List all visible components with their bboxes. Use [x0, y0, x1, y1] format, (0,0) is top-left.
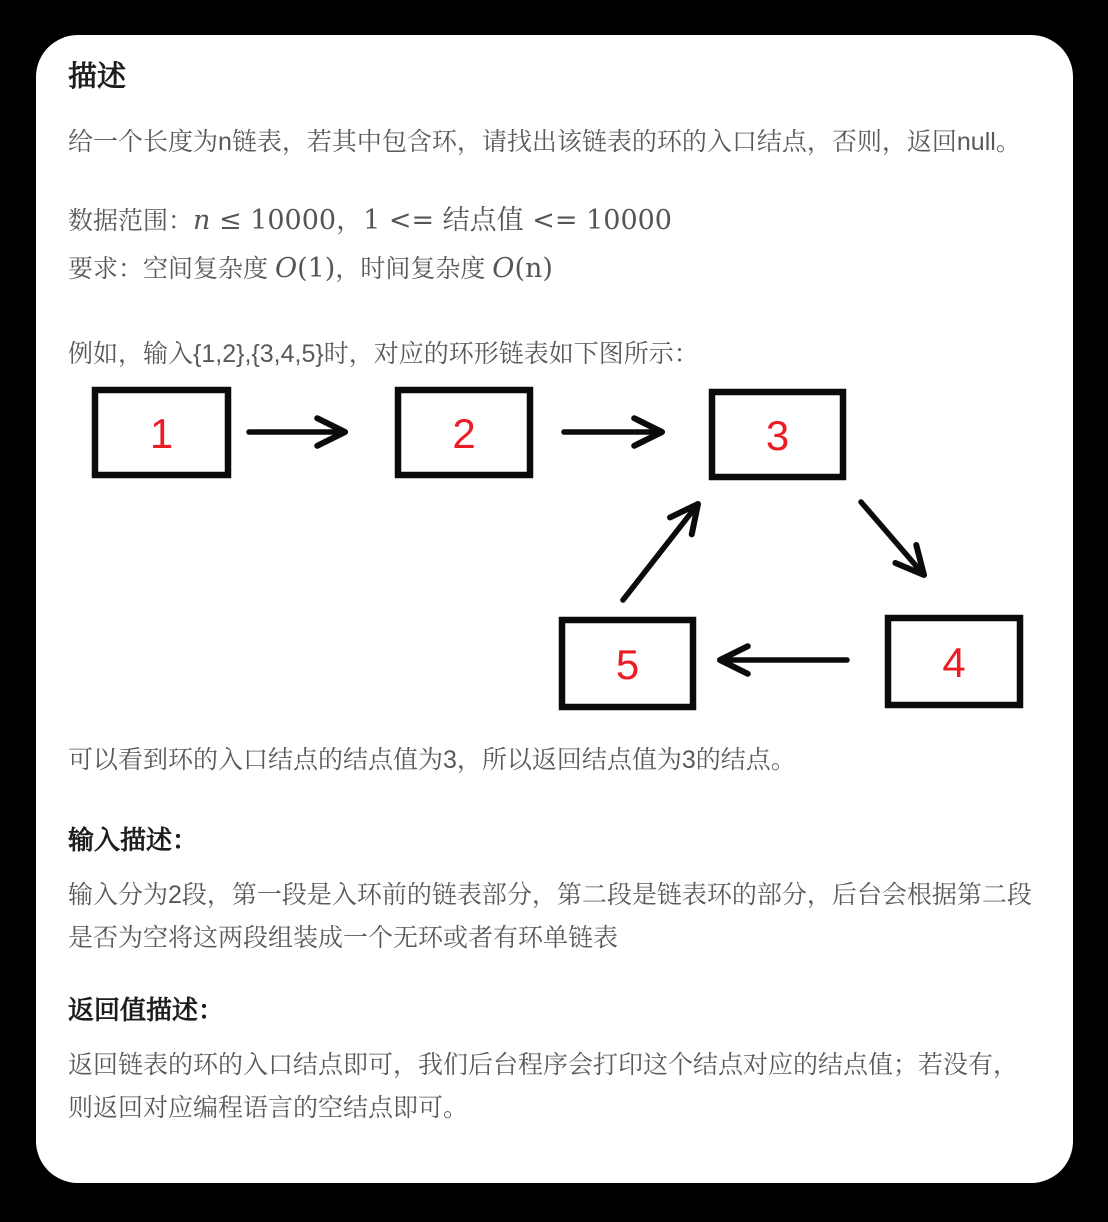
data-range-math: ≤ 10000，1 <= 结点值 <= 10000	[210, 205, 672, 236]
math-big-o-space: O	[274, 253, 298, 284]
node-value: 5	[615, 641, 640, 688]
edge-4-to-5	[720, 646, 847, 674]
conclusion-line: 可以看到环的入口结点的结点值为3，所以返回结点值为3的结点。	[68, 746, 796, 774]
section-title: 描述	[68, 61, 127, 93]
node-value: 3	[765, 412, 790, 459]
arrow-shaft-icon	[861, 502, 924, 575]
node-value: 4	[942, 639, 966, 686]
requirement-prefix: 要求：空间复杂度	[68, 255, 275, 283]
edge-1-to-2	[249, 418, 345, 446]
example-line: 例如，输入{1,2},{3,4,5}时，对应的环形链表如下图所示：	[68, 340, 699, 368]
linked-list-diagram-svg	[68, 377, 1040, 717]
arrow-shaft-icon	[623, 504, 698, 600]
math-big-o-space-args: (1)	[297, 253, 336, 284]
edge-3-to-4	[861, 502, 924, 575]
return-description-heading: 返回值描述：	[68, 995, 225, 1025]
node-value: 2	[452, 410, 476, 457]
edge-2-to-3	[564, 418, 662, 446]
data-range-line	[68, 197, 1035, 245]
list-node-2	[398, 390, 530, 475]
problem-statement: 给一个长度为n链表，若其中包含环，请找出该链表的环的入口结点，否则，返回null。	[68, 128, 1021, 156]
return-description-text: 返回链表的环的入口结点即可，我们后台程序会打印这个结点对应的结点值；若没有，则返回对应编程语言的空结点即可。	[68, 1051, 1019, 1122]
list-node-5	[562, 620, 693, 707]
list-node-4	[888, 618, 1020, 705]
problem-description-card	[36, 35, 1073, 1183]
node-value: 1	[149, 410, 174, 457]
math-variable-n: n	[193, 205, 211, 236]
list-node-3	[712, 392, 843, 477]
edge-5-to-3	[623, 504, 698, 600]
data-range-label: 数据范围：	[68, 207, 194, 235]
list-node-1	[95, 390, 228, 475]
input-description-heading: 输入描述：	[68, 825, 199, 855]
math-big-o-time: O	[492, 253, 515, 284]
requirement-line	[68, 245, 1035, 293]
input-description-text: 输入分为2段，第一段是入环前的链表部分，第二段是链表环的部分，后台会根据第二段是否为空将这两段组装成一个无环或者有环单链表	[68, 881, 1032, 952]
math-big-o-time-args: (n)	[514, 253, 553, 284]
linked-list-diagram	[68, 377, 1035, 717]
requirement-mid: ，时间复杂度	[335, 255, 493, 283]
